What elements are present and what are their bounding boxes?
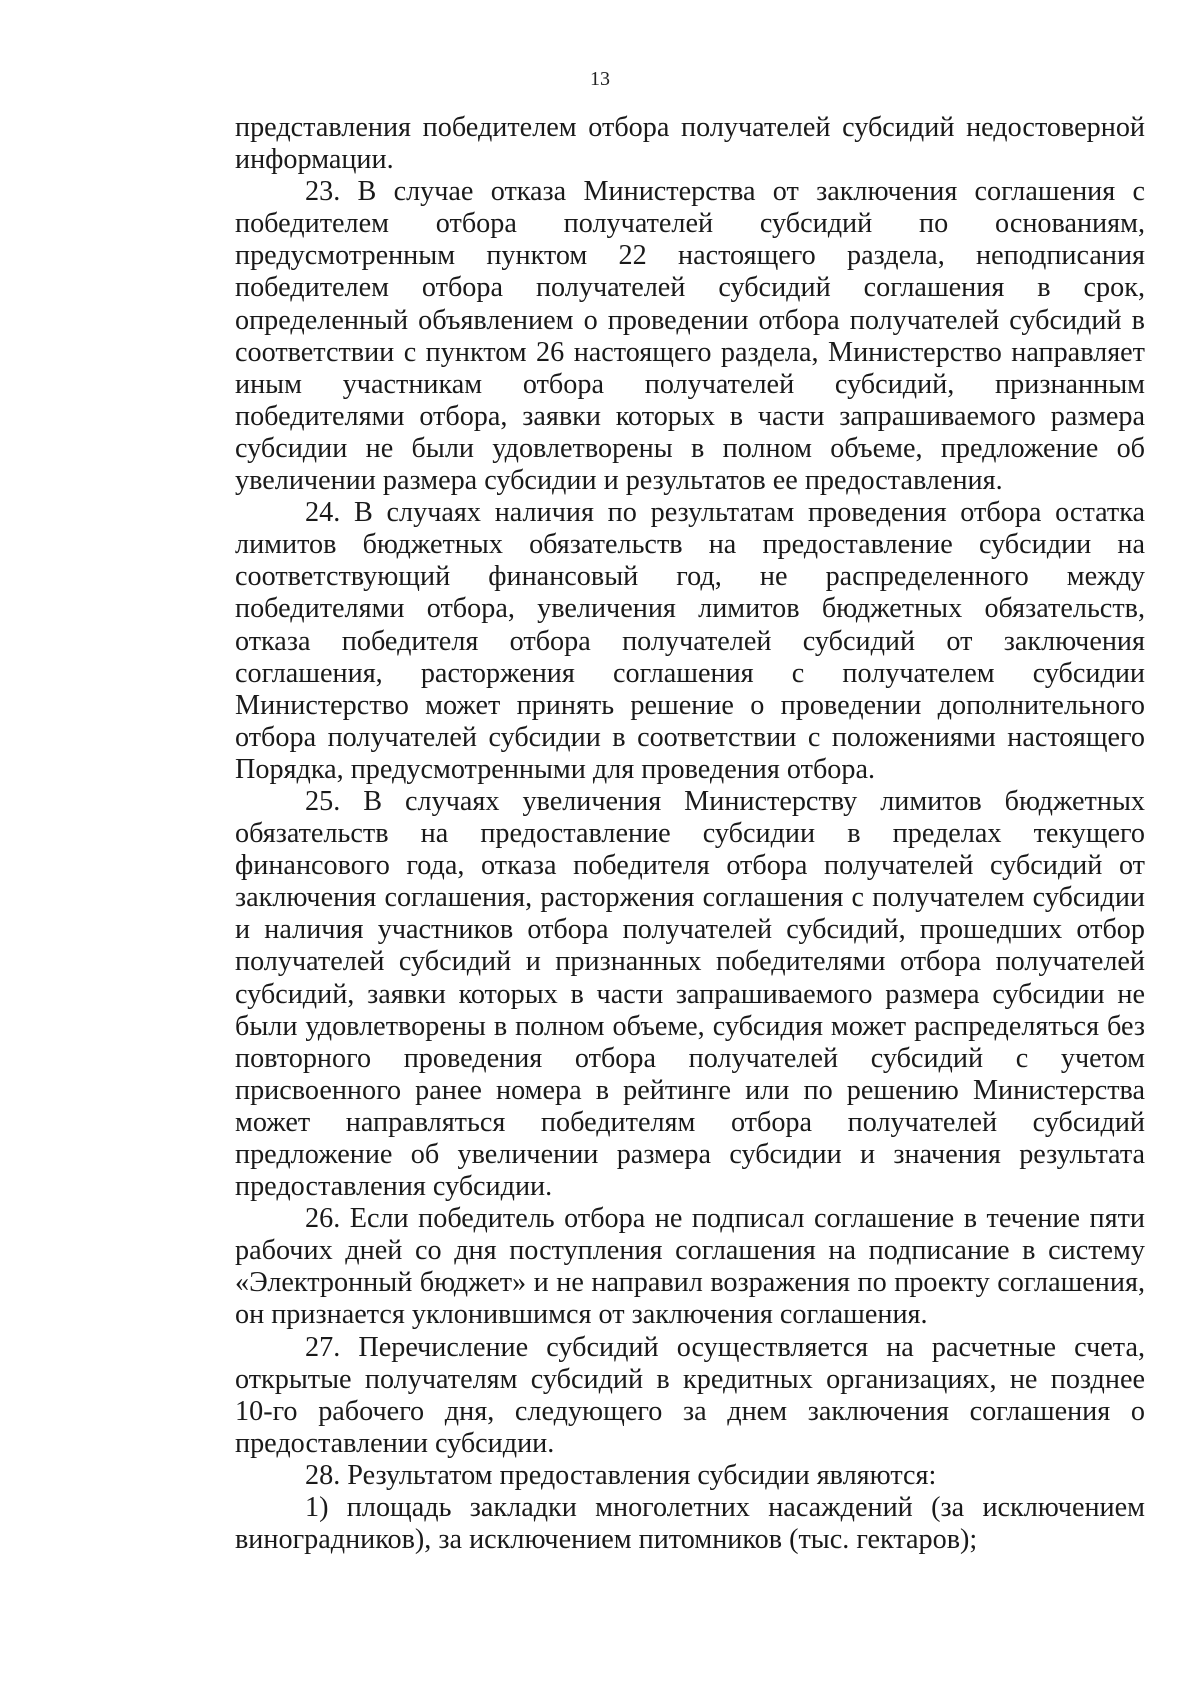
page-number: 13: [590, 68, 610, 90]
paragraph-25: 25. В случаях увеличения Министерству лимитов бюджетных обязательств на предоставление субсидии в пределах текущего финансового года, отказа победителя отбора получателей субсидий от заключения соглашения, расторжения соглашения с получателем субсидии и наличия участников отбора получателей субсидий, прошедших отбор получателей субсидий и признанных победителями отбора получателей субсидий, заявки которых в части запрашиваемого размера субсидии не были удовлетворены в полном объеме, субсидия может распределяться без повторного проведения отбора получателей субсидий с учетом присвоенного ранее номера в рейтинге или по решению Министерства может направляться победителям отбора получателей субсидий предложение об увеличении размера субсидии и значения результата предоставления субсидии.: [235, 785, 1145, 1203]
paragraph-26: 26. Если победитель отбора не подписал соглашение в течение пяти рабочих дней со дня поступления соглашения на подписание в систему «Электронный бюджет» и не направил возражения по проекту соглашения, он признается уклонившимся от заключения соглашения.: [235, 1203, 1145, 1331]
paragraph-continuation: представления победителем отбора получателей субсидий недостоверной информации.: [235, 112, 1145, 176]
document-body: [235, 112, 1145, 1556]
paragraph-28-item-1: 1) площадь закладки многолетних насаждений (за исключением виноградников), за исключением питомников (тыс. гектаров);: [235, 1492, 1145, 1556]
paragraph-24: 24. В случаях наличия по результатам проведения отбора остатка лимитов бюджетных обязательств на предоставление субсидии на соответствующий финансовый год, не распределенного между победителями отбора, увеличения лимитов бюджетных обязательств, отказа победителя отбора получателей субсидий от заключения соглашения, расторжения соглашения с получателем субсидии Министерство может принять решение о проведении дополнительного отбора получателей субсидии в соответствии с положениями настоящего Порядка, предусмотренными для проведения отбора.: [235, 497, 1145, 785]
paragraph-27: 27. Перечисление субсидий осуществляется на расчетные счета, открытые получателям субсидий в кредитных организациях, не позднее 10-го рабочего дня, следующего за днем заключения соглашения о предоставлении субсидии.: [235, 1331, 1145, 1459]
paragraph-28: 28. Результатом предоставления субсидии являются:: [305, 1459, 937, 1491]
paragraph-23: 23. В случае отказа Министерства от заключения соглашения с победителем отбора получателей субсидий по основаниям, предусмотренным пунктом 22 настоящего раздела, неподписания победителем отбора получателей субсидий соглашения в срок, определенный объявлением о проведении отбора получателей субсидий в соответствии с пунктом 26 настоящего раздела, Министерство направляет иным участникам отбора получателей субсидий, признанным победителями отбора, заявки которых в части запрашиваемого размера субсидии не были удовлетворены в полном объеме, предложение об увеличении размера субсидии и результатов ее предоставления.: [235, 176, 1145, 497]
